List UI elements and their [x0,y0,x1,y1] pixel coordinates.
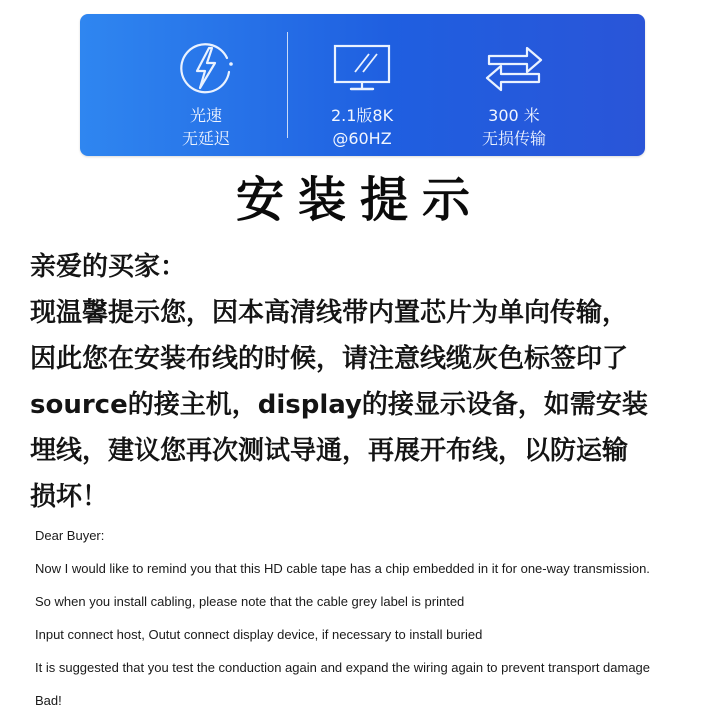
english-notice-line: Bad! [35,693,62,708]
feature-banner [80,14,645,156]
feature-distance [420,14,608,156]
chinese-notice-line: 亲爱的买家： [30,252,187,282]
english-notice-line: Dear Buyer: [35,528,105,543]
chinese-notice [30,244,700,520]
chinese-notice-line: 损坏！ [30,482,109,512]
chinese-notice-line: source的接主机，display的接显示设备，如需安装 [30,390,648,420]
feature-distance-line1: 300 米 [488,106,540,125]
english-notice-line: So when you install cabling, please note that the cable grey label is printed [35,594,465,609]
feature-resolution-line1: 2.1版8K [330,106,394,125]
page-title: 安装提示 [235,172,484,228]
english-notice [35,522,715,720]
english-notice-line: Now I would like to remind you that this HD cable tape has a chip embedded in it for one-way transmission. [35,561,650,576]
feature-speed-line1: 光速 [189,106,222,125]
english-notice-line: It is suggested that you test the conduction again and expand the wiring again to prevent transport damage [35,660,651,675]
chinese-notice-line: 因此您在安装布线的时候，请注意线缆灰色标签印了 [30,344,629,374]
feature-distance-line2: 无损传输 [481,129,546,148]
spacer [453,32,454,138]
feature-resolution-line2: @60HZ [332,129,392,148]
english-notice-line: Input connect host, Outut connect display device, if necessary to install buried [35,627,483,642]
feature-speed-line2: 无延迟 [181,129,230,148]
lightning-bolt-icon [171,38,241,98]
monitor-icon [327,38,397,98]
chinese-notice-line: 现温馨提示您，因本高清线带内置芯片为单向传输， [30,298,629,328]
chinese-notice-line: 埋线，建议您再次测试导通，再展开布线，以防运输 [30,436,629,466]
two-way-arrows-icon [479,38,549,98]
